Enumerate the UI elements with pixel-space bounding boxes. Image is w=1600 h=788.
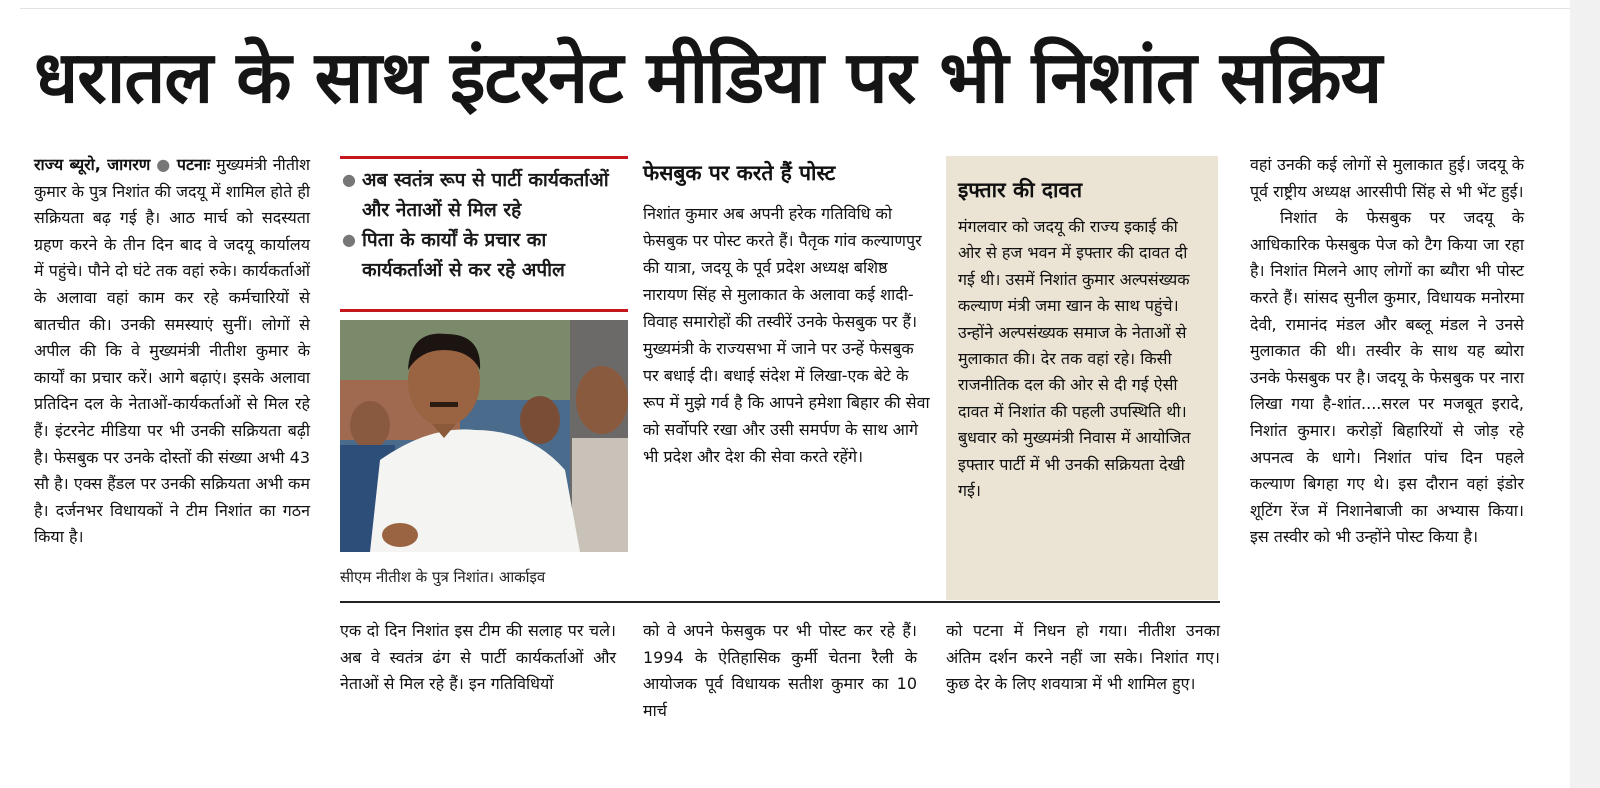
bullet-dot: ● [156, 155, 171, 174]
column-5 [1250, 152, 1524, 551]
column-1-text: मुख्यमंत्री नीतीश कुमार के पुत्र निशांत की जदयू में शामिल होते ही सक्रियता बढ़ गई है। आठ मार्च को सदस्यता ग्रहण करने के तीन दिन बाद वे जदयू कार्यालय में पहुंचे। पौने दो घंटे तक वहां रुके। कार्यकर्ताओं के अलावा वहां काम कर रहे कर्मचारियों से बातचीत की। उनकी समस्याएं सुनीं। लोगों से अपील की कि वे मुख्यमंत्री नीतीश कुमार के कार्यों का प्रचार करें। आगे बढ़ाएं। इसके अलावा प्रतिदिन दल के नेताओं-कार्यकर्ताओं से मिल रहे हैं। इंटरनेट मीडिया पर भी उनकी सक्रियता बढ़ी है। फेसबुक पर उनके दोस्तों की संख्या अभी 43 सौ है। एक्स हैंडल पर उनकी सक्रियता अभी कम है। दर्जनभर विधायकों ने टीम निशांत का गठन किया है। [34, 155, 310, 547]
subheading-facebook: फेसबुक पर करते हैं पोस्ट [643, 161, 836, 185]
highlight-item-2 [340, 225, 628, 285]
photo-caption: सीएम नीतीश के पुत्र निशांत। आर्काइव [340, 568, 546, 586]
column-1 [34, 152, 310, 551]
sidebar-box [946, 156, 1218, 600]
top-rule [20, 8, 1570, 9]
bottom-column-1: एक दो दिन निशांत इस टीम की सलाह पर चले। अब वे स्वतंत्र ढंग से पार्टी कार्यकर्ताओं और नेताओं से मिल रहे हैं। इन गतिविधियों [340, 621, 616, 694]
highlights-box [340, 156, 628, 312]
headline: धरातल के साथ इंटरनेट मीडिया पर भी निशांत सक्रिय [34, 35, 1382, 119]
news-photo [340, 320, 628, 552]
column-5-para-1: वहां उनकी कई लोगों से मुलाकात हुई। जदयू के पूर्व राष्ट्रीय अध्यक्ष आरसीपी सिंह से भी भेंट हुई। [1250, 155, 1524, 201]
page-edge [1570, 0, 1600, 788]
highlight-text-1: अब स्वतंत्र रूप से पार्टी कार्यकर्ताओं और नेताओं से मिल रहे [362, 169, 609, 221]
column-5-para-2: निशांत के फेसबुक पर जदयू के आधिकारिक फेसबुक पेज को टैग किया जा रहा है। निशांत मिलने आए लोगों का ब्यौरा भी पोस्ट करते हैं। सांसद सुनील कुमार, विधायक मनोरमा देवी, रामानंद मंडल और बब्लू मंडल ने उनसे मुलाकात की थी। तस्वीर के साथ यह ब्योरा उनके फेसबुक पर है। जदयू के फेसबुक पर नारा लिखा गया है-शांत....सरल पर मजबूत इरादे, निशांत कुमार। करोड़ों बिहारियों से जोड़ रहे अपनत्व के धागे। निशांत पांच दिन पहले कल्याण बिगहा गए थे। इस दौरान वहां इंडोर शूटिंग रेंज में निशानेबाजी का अभ्यास किया। इस तस्वीर को भी उन्होंने पोस्ट किया है। [1250, 208, 1524, 547]
column-3-text: निशांत कुमार अब अपनी हरेक गतिविधि को फेसबुक पर पोस्ट करते हैं। पैतृक गांव कल्याणपुर की यात्रा, जदयू के पूर्व प्रदेश अध्यक्ष बशिष्ठ नारायण सिंह से मुलाकात के अलावा कई शादी-विवाह समारोहों की तस्वीरें उनके फेसबुक पर हैं। मुख्यमंत्री के राज्यसभा में जाने पर उन्हें फेसबुक पर बधाई दी। बधाई संदेश में लिखा-एक बेटे के रूप में मुझे गर्व है कि आपने हमेशा बिहार की सेवा को सर्वोपरि रखा और उसी समर्पण के साथ आगे भी प्रदेश और देश की सेवा करते रहेंगे। [643, 204, 930, 466]
bottom-column-2: को वे अपने फेसबुक पर भी पोस्ट कर रहे हैं। 1994 के ऐतिहासिक कुर्मी चेतना रैली के आयोजक पूर्व विधायक सतीश कुमार का 10 मार्च [643, 621, 917, 720]
box-heading: इफ्तार की दावत [958, 178, 1083, 202]
highlight-text-2: पिता के कार्यों के प्रचार का कार्यकर्ताओं से कर रहे अपील [362, 229, 565, 281]
dateline: पटनाः [176, 155, 211, 174]
bullet-icon: ● [342, 230, 356, 249]
box-text: मंगलवार को जदयू की राज्य इकाई की ओर से हज भवन में इफ्तार की दावत दी गई थी। उसमें निशांत कुमार अल्पसंख्यक कल्याण मंत्री जमा खान के साथ पहुंचे। उन्होंने अल्पसंख्यक समाज के नेताओं से मुलाकात की। देर तक वहां रहे। किसी राजनीतिक दल की ओर से दी गई ऐसी दावत में निशांत की पहली उपस्थिति थी। बुधवार को मुख्यमंत्री निवास में आयोजित इफ्तार पार्टी में भी उनकी सक्रियता देखी गई। [958, 217, 1191, 501]
divider-rule [340, 601, 1220, 603]
byline: राज्य ब्यूरो, जागरण [34, 155, 151, 174]
bottom-column-3: को पटना में निधन हो गया। नीतीश उनका अंतिम दर्शन करने नहीं जा सके। निशांत गए। कुछ देर के लिए शवयात्रा में भी शामिल हुए। [946, 621, 1220, 694]
highlight-item-1 [340, 165, 628, 225]
bullet-icon: ● [342, 170, 356, 189]
